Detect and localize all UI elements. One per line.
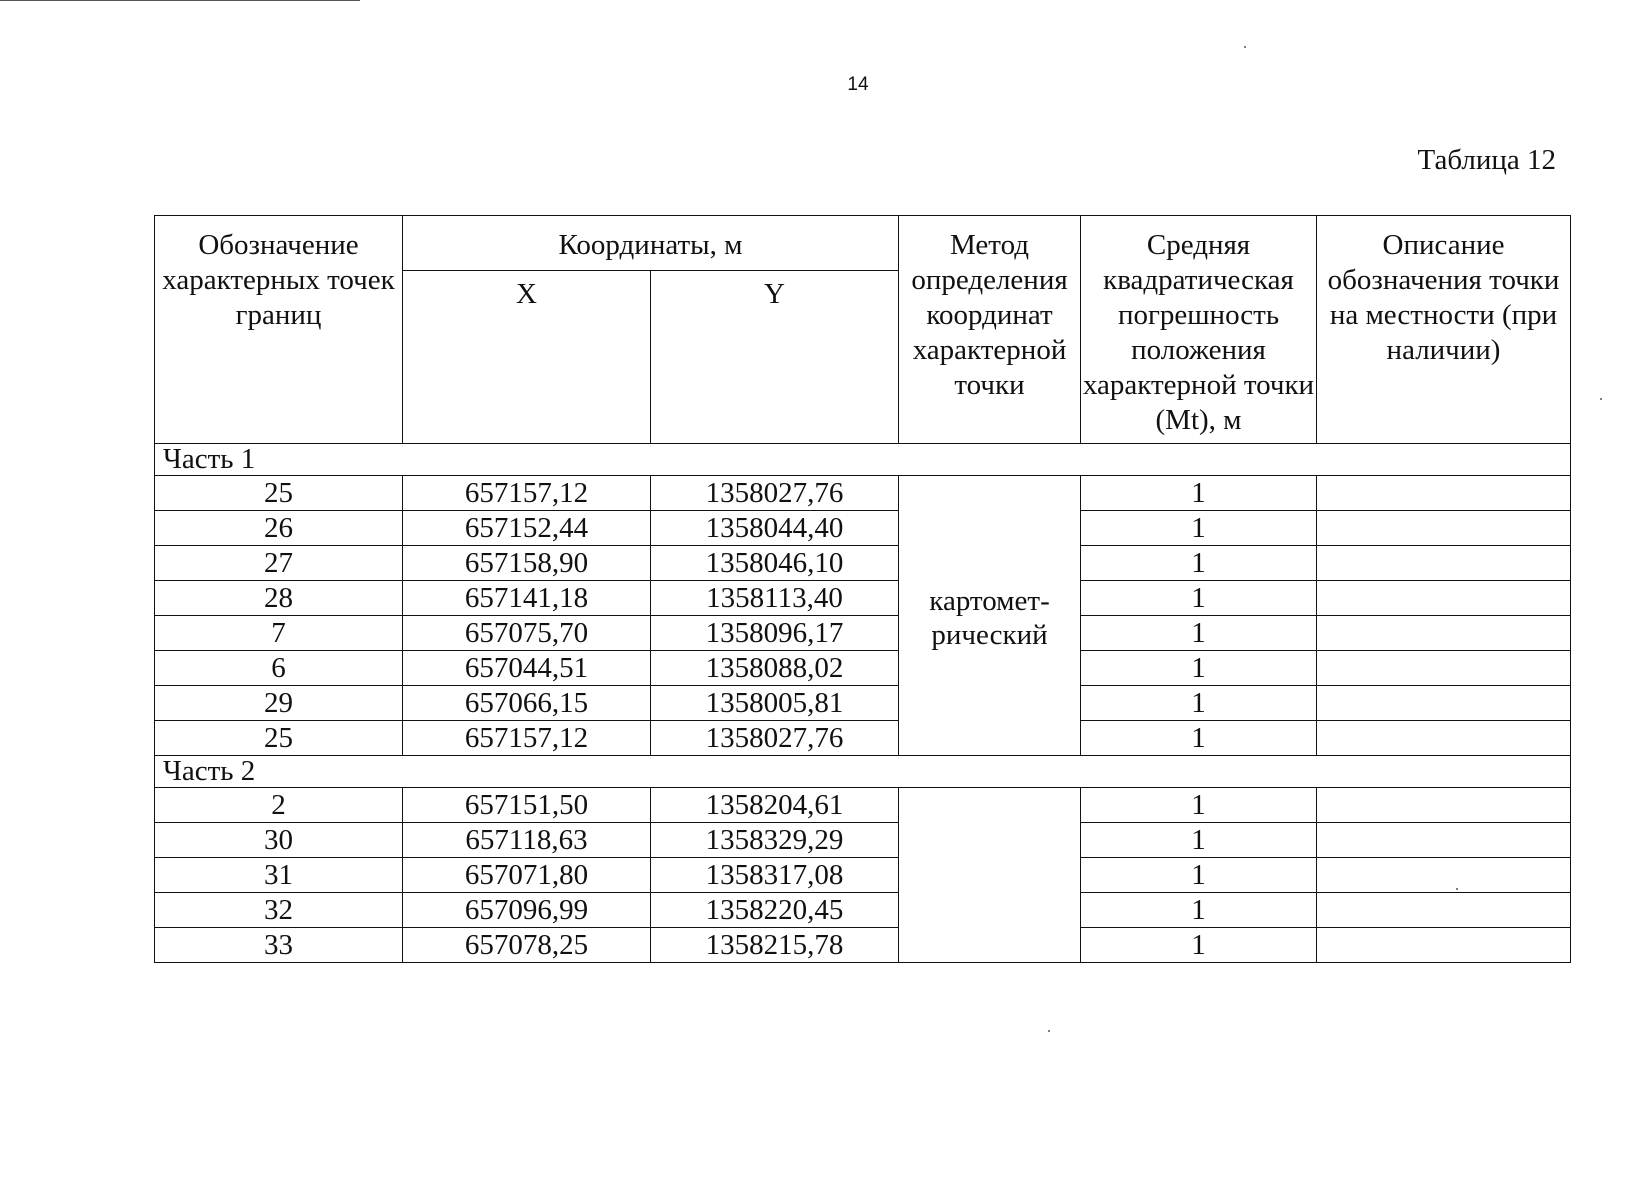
cell-point: 26 — [155, 511, 403, 546]
scan-speck — [1600, 398, 1602, 400]
cell-point: 28 — [155, 581, 403, 616]
cell-description — [1317, 858, 1571, 893]
method-text: картомет-рический — [929, 584, 1050, 651]
table-row — [155, 928, 1571, 963]
section-title: Часть 2 — [155, 756, 1571, 788]
cell-description — [1317, 928, 1571, 963]
table-row — [155, 893, 1571, 928]
cell-y: 1358220,45 — [651, 893, 899, 928]
table-body — [155, 444, 1571, 963]
cell-y: 1358027,76 — [651, 721, 899, 756]
cell-x: 657118,63 — [403, 823, 651, 858]
cell-description — [1317, 788, 1571, 823]
cell-description — [1317, 823, 1571, 858]
table-row — [155, 511, 1571, 546]
cell-y: 1358027,76 — [651, 476, 899, 511]
cell-mt: 1 — [1081, 858, 1317, 893]
cell-mt: 1 — [1081, 686, 1317, 721]
scan-speck — [1244, 46, 1246, 48]
cell-description — [1317, 511, 1571, 546]
header-method: Метод определения координат характерной точки — [899, 216, 1081, 444]
scan-edge-line — [0, 0, 360, 1]
cell-mt: 1 — [1081, 893, 1317, 928]
header-point: Обозначение характерных точек границ — [155, 216, 403, 444]
cell-y: 1358088,02 — [651, 651, 899, 686]
section-row — [155, 444, 1571, 476]
section-title: Часть 1 — [155, 444, 1571, 476]
table-row — [155, 546, 1571, 581]
header-y: Y — [651, 271, 899, 444]
table-row — [155, 686, 1571, 721]
cell-method — [899, 788, 1081, 963]
table-row — [155, 858, 1571, 893]
cell-y: 1358204,61 — [651, 788, 899, 823]
cell-point: 30 — [155, 823, 403, 858]
cell-point: 6 — [155, 651, 403, 686]
coordinates-table — [154, 215, 1571, 963]
cell-x: 657151,50 — [403, 788, 651, 823]
cell-x: 657157,12 — [403, 476, 651, 511]
cell-x: 657157,12 — [403, 721, 651, 756]
table-row — [155, 823, 1571, 858]
cell-point: 31 — [155, 858, 403, 893]
cell-point: 27 — [155, 546, 403, 581]
cell-x: 657066,15 — [403, 686, 651, 721]
cell-point: 32 — [155, 893, 403, 928]
cell-description — [1317, 721, 1571, 756]
cell-x: 657158,90 — [403, 546, 651, 581]
cell-x: 657044,51 — [403, 651, 651, 686]
cell-mt: 1 — [1081, 651, 1317, 686]
page-number: 14 — [847, 74, 869, 95]
cell-y: 1358005,81 — [651, 686, 899, 721]
scan-speck — [1048, 1030, 1050, 1032]
cell-description — [1317, 686, 1571, 721]
cell-y: 1358215,78 — [651, 928, 899, 963]
cell-description — [1317, 893, 1571, 928]
table-row — [155, 651, 1571, 686]
cell-mt: 1 — [1081, 823, 1317, 858]
cell-mt: 1 — [1081, 721, 1317, 756]
cell-x: 657071,80 — [403, 858, 651, 893]
cell-y: 1358044,40 — [651, 511, 899, 546]
cell-description — [1317, 581, 1571, 616]
cell-y: 1358046,10 — [651, 546, 899, 581]
cell-y: 1358096,17 — [651, 616, 899, 651]
cell-mt: 1 — [1081, 476, 1317, 511]
table-caption: Таблица 12 — [1417, 144, 1556, 176]
cell-description — [1317, 546, 1571, 581]
header-coordinates: Координаты, м — [403, 216, 899, 271]
cell-x: 657075,70 — [403, 616, 651, 651]
cell-point: 25 — [155, 476, 403, 511]
cell-method — [899, 476, 1081, 756]
cell-x: 657078,25 — [403, 928, 651, 963]
cell-mt: 1 — [1081, 788, 1317, 823]
cell-y: 1358317,08 — [651, 858, 899, 893]
cell-mt: 1 — [1081, 581, 1317, 616]
cell-mt: 1 — [1081, 616, 1317, 651]
cell-mt: 1 — [1081, 511, 1317, 546]
cell-point: 29 — [155, 686, 403, 721]
cell-mt: 1 — [1081, 928, 1317, 963]
header-x: X — [403, 271, 651, 444]
cell-point: 33 — [155, 928, 403, 963]
cell-description — [1317, 651, 1571, 686]
cell-mt: 1 — [1081, 546, 1317, 581]
table-row — [155, 721, 1571, 756]
table-row — [155, 476, 1571, 511]
cell-point: 7 — [155, 616, 403, 651]
cell-x: 657152,44 — [403, 511, 651, 546]
table-row — [155, 788, 1571, 823]
cell-point: 2 — [155, 788, 403, 823]
header-error: Средняя квадратическая погрешность положения характерной точки (Mt), м — [1081, 216, 1317, 444]
table-row — [155, 616, 1571, 651]
section-row — [155, 756, 1571, 788]
cell-point: 25 — [155, 721, 403, 756]
table-row — [155, 581, 1571, 616]
cell-description — [1317, 476, 1571, 511]
cell-x: 657096,99 — [403, 893, 651, 928]
header-description: Описание обозначения точки на местности (при наличии) — [1317, 216, 1571, 444]
cell-y: 1358113,40 — [651, 581, 899, 616]
cell-description — [1317, 616, 1571, 651]
cell-x: 657141,18 — [403, 581, 651, 616]
cell-y: 1358329,29 — [651, 823, 899, 858]
